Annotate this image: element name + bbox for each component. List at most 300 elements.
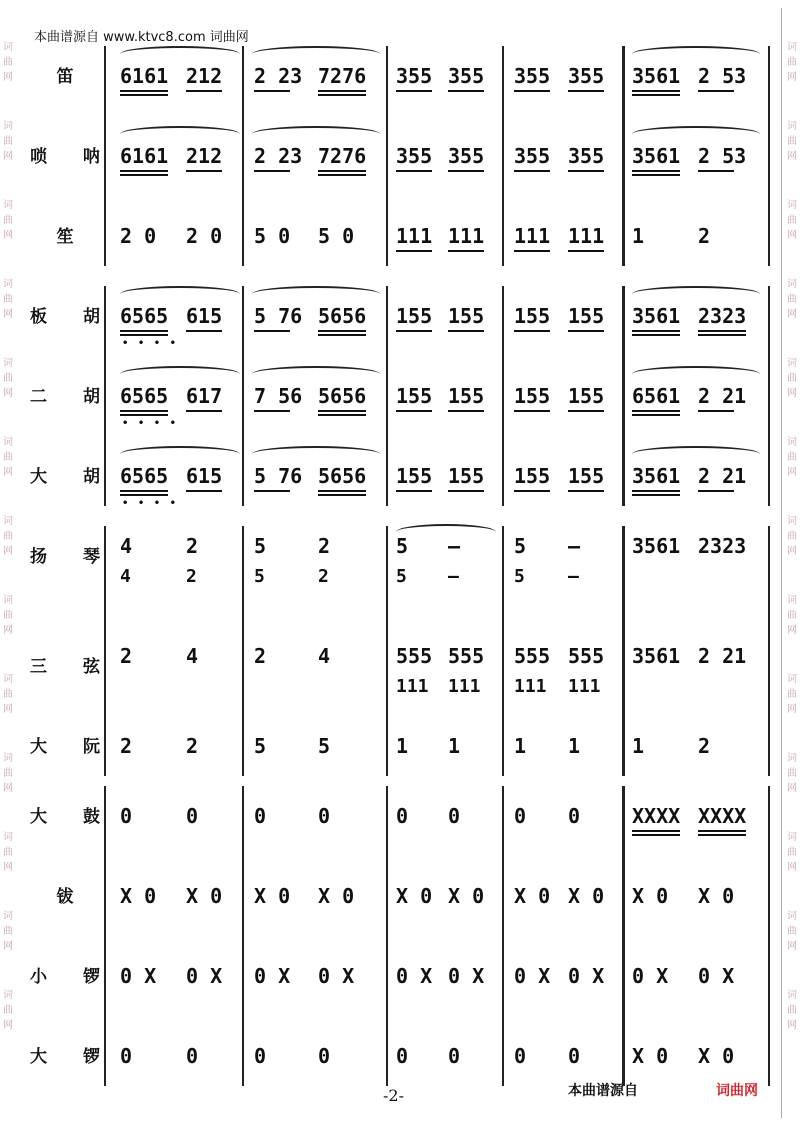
note-group: 555 [568, 644, 605, 668]
note-group: 0 [120, 1044, 133, 1068]
watermark-char: 曲 [3, 531, 13, 542]
beam-underline [632, 490, 680, 492]
beam-underline [698, 834, 746, 836]
note-group: 155 [448, 384, 485, 408]
note-group: X 0 [318, 884, 355, 908]
watermark-char: 词 [3, 358, 13, 369]
instrument-label [30, 302, 100, 327]
beam-underline [632, 410, 680, 412]
note-group: 0 [514, 804, 527, 828]
slur-arc [632, 46, 760, 62]
note-group: 2 0 [186, 224, 223, 248]
beam-underline [120, 334, 168, 336]
watermark-char: 词 [787, 358, 797, 369]
note-group: 0 X [514, 964, 551, 988]
note-group-lower: 111 [448, 676, 481, 697]
note-group: 2323 [698, 304, 747, 328]
instrument-label-char: 胡 [83, 467, 100, 487]
note-group: X 0 [698, 1044, 735, 1068]
beam-underline [698, 410, 734, 412]
instrument-label-char: 大 [30, 737, 47, 757]
staff-yangqin [0, 530, 800, 610]
beam-underline [254, 490, 290, 492]
note-group: XXXX [632, 804, 681, 828]
note-group: 5656 [318, 384, 367, 408]
note-group-lower: 2 [186, 566, 197, 587]
note-group: 4 [186, 644, 199, 668]
note-group: 3561 [632, 464, 681, 488]
note-group: 355 [514, 64, 551, 88]
note-group: 5 [514, 534, 527, 558]
note-group: 6565 [120, 384, 169, 408]
note-group: 5 0 [318, 224, 355, 248]
note-group: X 0 [568, 884, 605, 908]
beam-underline [448, 330, 484, 332]
note-group: 7 56 [254, 384, 303, 408]
watermark-char: 词 [787, 911, 797, 922]
slur-arc [252, 366, 380, 382]
note-group: 2 [186, 734, 199, 758]
beam-underline [254, 170, 290, 172]
note-group: 7276 [318, 144, 367, 168]
watermark-char: 曲 [3, 926, 13, 937]
octave-dots: • • • • [122, 498, 180, 509]
beam-underline [448, 90, 484, 92]
beam-underline [396, 170, 432, 172]
watermark-char: 网 [3, 388, 13, 399]
note-group: 0 X [698, 964, 735, 988]
beam-underline [698, 334, 746, 336]
beam-underline [120, 494, 168, 496]
note-group: 0 [318, 804, 331, 828]
watermark-char: 曲 [3, 452, 13, 463]
slur-arc [120, 366, 240, 382]
instrument-label-char: 锣 [83, 1047, 100, 1067]
watermark-char: 网 [3, 230, 13, 241]
beam-underline [186, 90, 222, 92]
note-group-lower: – [568, 566, 579, 587]
beam-underline [396, 90, 432, 92]
note-group-lower: 2 [318, 566, 329, 587]
beam-underline [318, 414, 366, 416]
note-group-lower: 111 [568, 676, 601, 697]
staff-dahu [0, 450, 800, 530]
beam-underline [632, 494, 680, 496]
note-group: – [568, 534, 581, 558]
watermark-char: 网 [3, 309, 13, 320]
note-group: 1 [448, 734, 461, 758]
staff-suona [0, 130, 800, 210]
watermark-char: 网 [3, 704, 13, 715]
beam-underline [318, 330, 366, 332]
note-group: 5 [254, 534, 267, 558]
beam-underline [120, 94, 168, 96]
staff-sheng [0, 210, 800, 290]
beam-underline [318, 410, 366, 412]
watermark-char: 网 [787, 388, 797, 399]
watermark-char: 词 [787, 279, 797, 290]
beam-underline [396, 330, 432, 332]
watermark-char: 网 [787, 309, 797, 320]
watermark-char: 曲 [787, 294, 797, 305]
note-group: 2 53 [698, 64, 747, 88]
note-group: 5656 [318, 464, 367, 488]
watermark-char: 曲 [787, 689, 797, 700]
instrument-label [30, 1042, 100, 1067]
watermark-char: 词 [3, 674, 13, 685]
note-group: 155 [396, 464, 433, 488]
watermark-char: 词 [787, 200, 797, 211]
watermark-char: 曲 [3, 373, 13, 384]
beam-underline [318, 494, 366, 496]
watermark-char: 网 [3, 941, 13, 952]
note-group: 155 [568, 464, 605, 488]
note-group: X 0 [254, 884, 291, 908]
beam-underline [514, 410, 550, 412]
note-group: 2 [120, 734, 133, 758]
instrument-label-char: 大 [30, 807, 47, 827]
watermark-char: 曲 [787, 768, 797, 779]
watermark-char: 词 [3, 516, 13, 527]
note-group: 155 [568, 384, 605, 408]
note-group: 111 [448, 224, 485, 248]
staff-daruan [0, 720, 800, 800]
note-group: 0 X [396, 964, 433, 988]
note-group: 5 76 [254, 304, 303, 328]
note-group: 111 [568, 224, 605, 248]
note-group: 1 [396, 734, 409, 758]
beam-underline [514, 330, 550, 332]
staff-bo [0, 870, 800, 950]
note-group: X 0 [120, 884, 157, 908]
note-group: 0 [186, 1044, 199, 1068]
note-group: 2 [120, 644, 133, 668]
note-group: 4 [318, 644, 331, 668]
beam-underline [396, 250, 432, 252]
slur-arc [632, 286, 760, 302]
beam-underline [632, 174, 680, 176]
watermark-char: 网 [787, 862, 797, 873]
beam-underline [120, 414, 168, 416]
note-group: 555 [396, 644, 433, 668]
note-group: 2 21 [698, 644, 747, 668]
note-group: 0 X [448, 964, 485, 988]
beam-underline [318, 174, 366, 176]
note-group: 355 [568, 64, 605, 88]
watermark-char: 网 [3, 72, 13, 83]
note-group: 355 [514, 144, 551, 168]
staff-sanxian [0, 640, 800, 720]
note-group: 3561 [632, 64, 681, 88]
beam-underline [514, 490, 550, 492]
note-group: 0 [448, 804, 461, 828]
watermark-char: 词 [3, 832, 13, 843]
beam-underline [254, 330, 290, 332]
note-group: 0 [568, 804, 581, 828]
slur-arc [120, 446, 240, 462]
note-group: 155 [514, 304, 551, 328]
note-group: XXXX [698, 804, 747, 828]
watermark-char: 曲 [3, 768, 13, 779]
staff-dagu [0, 790, 800, 870]
beam-underline [632, 414, 680, 416]
beam-underline [318, 490, 366, 492]
beam-underline [120, 90, 168, 92]
staff-xiao [0, 50, 800, 130]
instrument-label [30, 142, 100, 167]
watermark-char: 网 [787, 72, 797, 83]
watermark-char: 网 [3, 1020, 13, 1031]
watermark-char: 曲 [3, 1005, 13, 1016]
note-group: 0 [254, 804, 267, 828]
page-number: -2- [383, 1086, 404, 1105]
beam-underline [568, 410, 604, 412]
tie-arc [396, 524, 496, 540]
watermark-char: 网 [787, 941, 797, 952]
watermark-char: 曲 [3, 847, 13, 858]
note-group: 1 [514, 734, 527, 758]
beam-underline [120, 174, 168, 176]
note-group: 111 [514, 224, 551, 248]
note-group: 155 [448, 464, 485, 488]
note-group: 5 [254, 734, 267, 758]
beam-underline [514, 170, 550, 172]
instrument-label-char: 大 [30, 1047, 47, 1067]
watermark-char: 曲 [3, 215, 13, 226]
beam-underline [120, 490, 168, 492]
note-group: 2 23 [254, 64, 303, 88]
instrument-label-char: 大 [30, 467, 47, 487]
instrument-label-char: 胡 [83, 307, 100, 327]
watermark-char: 词 [3, 42, 13, 53]
note-group: 0 [448, 1044, 461, 1068]
note-group: 0 [318, 1044, 331, 1068]
staff-xiaoluo [0, 950, 800, 1030]
slur-arc [252, 126, 380, 142]
note-group: 155 [396, 304, 433, 328]
octave-dots: • • • • [122, 418, 180, 429]
beam-underline [632, 94, 680, 96]
note-group: 2 53 [698, 144, 747, 168]
note-group: 7276 [318, 64, 367, 88]
note-group: 355 [448, 64, 485, 88]
slur-arc [632, 366, 760, 382]
beam-underline [568, 250, 604, 252]
beam-underline [396, 410, 432, 412]
note-group: 6561 [632, 384, 681, 408]
instrument-label-char: 二 [30, 387, 47, 407]
staff-erhu [0, 370, 800, 450]
slur-arc [120, 126, 240, 142]
note-group-lower: 4 [120, 566, 131, 587]
instrument-label-char: 钹 [56, 887, 74, 907]
watermark-char: 词 [787, 42, 797, 53]
note-group: 615 [186, 304, 223, 328]
beam-underline [514, 250, 550, 252]
beam-underline [568, 330, 604, 332]
beam-underline [186, 330, 222, 332]
instrument-label [30, 222, 100, 247]
instrument-label-char: 唢 [30, 147, 47, 167]
beam-underline [448, 490, 484, 492]
note-group: 2 [254, 644, 267, 668]
instrument-label-char: 阮 [83, 737, 100, 757]
watermark-char: 网 [3, 862, 13, 873]
note-group: 2 23 [254, 144, 303, 168]
instrument-label-char: 三 [30, 657, 47, 677]
note-group: 2 21 [698, 464, 747, 488]
note-group: 0 [396, 804, 409, 828]
note-group: 155 [514, 384, 551, 408]
beam-underline [568, 170, 604, 172]
note-group: 3561 [632, 644, 681, 668]
note-group: 5 76 [254, 464, 303, 488]
note-group: 155 [568, 304, 605, 328]
note-group: X 0 [514, 884, 551, 908]
beam-underline [568, 490, 604, 492]
note-group: 0 [254, 1044, 267, 1068]
beam-underline [448, 410, 484, 412]
watermark-char: 曲 [787, 531, 797, 542]
beam-underline [254, 90, 290, 92]
note-group: 555 [514, 644, 551, 668]
instrument-label-char: 板 [30, 307, 47, 327]
beam-underline [698, 330, 746, 332]
watermark-char: 网 [787, 546, 797, 557]
beam-underline [396, 490, 432, 492]
note-group: X 0 [632, 1044, 669, 1068]
instrument-label-char: 琴 [83, 547, 100, 567]
note-group: 6565 [120, 304, 169, 328]
note-group: 155 [396, 384, 433, 408]
note-group: X 0 [448, 884, 485, 908]
watermark-char: 曲 [3, 136, 13, 147]
instrument-label [30, 462, 100, 487]
instrument-label-char: 锣 [83, 967, 100, 987]
note-group: 615 [186, 464, 223, 488]
note-group: 5 0 [254, 224, 291, 248]
beam-underline [120, 170, 168, 172]
watermark-char: 词 [3, 279, 13, 290]
note-group-lower: 5 [254, 566, 265, 587]
watermark-char: 曲 [787, 847, 797, 858]
instrument-label-char: 小 [30, 967, 47, 987]
footer-brand: 词曲网 [716, 1083, 758, 1099]
note-group: 0 X [186, 964, 223, 988]
note-group: 3561 [632, 304, 681, 328]
watermark-char: 曲 [787, 215, 797, 226]
instrument-label-char: 笙 [56, 227, 74, 247]
watermark-char: 曲 [3, 610, 13, 621]
note-group: 3561 [632, 144, 681, 168]
note-group: 2 [318, 534, 331, 558]
watermark-char: 网 [787, 783, 797, 794]
note-group: 0 [514, 1044, 527, 1068]
score-system [0, 30, 800, 1080]
watermark-char: 曲 [787, 452, 797, 463]
note-group: 1 [568, 734, 581, 758]
watermark-char: 网 [3, 151, 13, 162]
beam-underline [186, 170, 222, 172]
watermark-char: 词 [787, 674, 797, 685]
instrument-label [30, 382, 100, 407]
note-group: 2 [186, 534, 199, 558]
watermark-char: 网 [787, 1020, 797, 1031]
instrument-label [30, 652, 100, 677]
note-group: 5 [396, 534, 409, 558]
watermark-char: 曲 [3, 294, 13, 305]
beam-underline [698, 830, 746, 832]
beam-underline [632, 334, 680, 336]
note-group-lower: 111 [514, 676, 547, 697]
note-group: 2 [698, 734, 711, 758]
beam-underline [186, 410, 222, 412]
note-group: 1 [632, 224, 645, 248]
watermark-char: 词 [787, 516, 797, 527]
instrument-label-char: 弦 [83, 657, 100, 677]
note-group: 0 X [254, 964, 291, 988]
beam-underline [698, 490, 734, 492]
note-group: X 0 [186, 884, 223, 908]
beam-underline [120, 410, 168, 412]
header-source: 本曲谱源自 www.ktvc8.com 词曲网 [34, 30, 249, 45]
note-group: 355 [568, 144, 605, 168]
note-group: 0 [120, 804, 133, 828]
note-group: 555 [448, 644, 485, 668]
slur-arc [120, 286, 240, 302]
watermark-char: 词 [3, 911, 13, 922]
note-group: 212 [186, 64, 223, 88]
watermark-char: 曲 [787, 373, 797, 384]
note-group: 0 [186, 804, 199, 828]
note-group: 2 21 [698, 384, 747, 408]
watermark-char: 词 [3, 753, 13, 764]
beam-underline [120, 330, 168, 332]
note-group: – [448, 534, 461, 558]
note-group: 0 [396, 1044, 409, 1068]
watermark-char: 网 [3, 783, 13, 794]
beam-underline [568, 90, 604, 92]
note-group: 155 [448, 304, 485, 328]
watermark-char: 词 [787, 753, 797, 764]
beam-underline [254, 410, 290, 412]
watermark-char: 曲 [787, 610, 797, 621]
note-group: X 0 [632, 884, 669, 908]
watermark-char: 词 [787, 595, 797, 606]
watermark-char: 词 [3, 990, 13, 1001]
staff-banhu [0, 290, 800, 370]
beam-underline [318, 334, 366, 336]
note-group: 2 [698, 224, 711, 248]
octave-dots: • • • • [122, 338, 180, 349]
note-group: 355 [396, 144, 433, 168]
watermark-char: 网 [787, 467, 797, 478]
slur-arc [252, 46, 380, 62]
beam-underline [698, 90, 734, 92]
instrument-label [30, 542, 100, 567]
instrument-label-char: 扬 [30, 547, 47, 567]
note-group: 111 [396, 224, 433, 248]
watermark-char: 词 [3, 200, 13, 211]
instrument-label-char: 笛 [56, 67, 74, 87]
watermark-char: 网 [787, 230, 797, 241]
instrument-label-char: 呐 [83, 147, 100, 167]
note-group: 355 [448, 144, 485, 168]
beam-underline [318, 94, 366, 96]
watermark-char: 词 [787, 990, 797, 1001]
note-group: X 0 [698, 884, 735, 908]
watermark-char: 曲 [787, 136, 797, 147]
